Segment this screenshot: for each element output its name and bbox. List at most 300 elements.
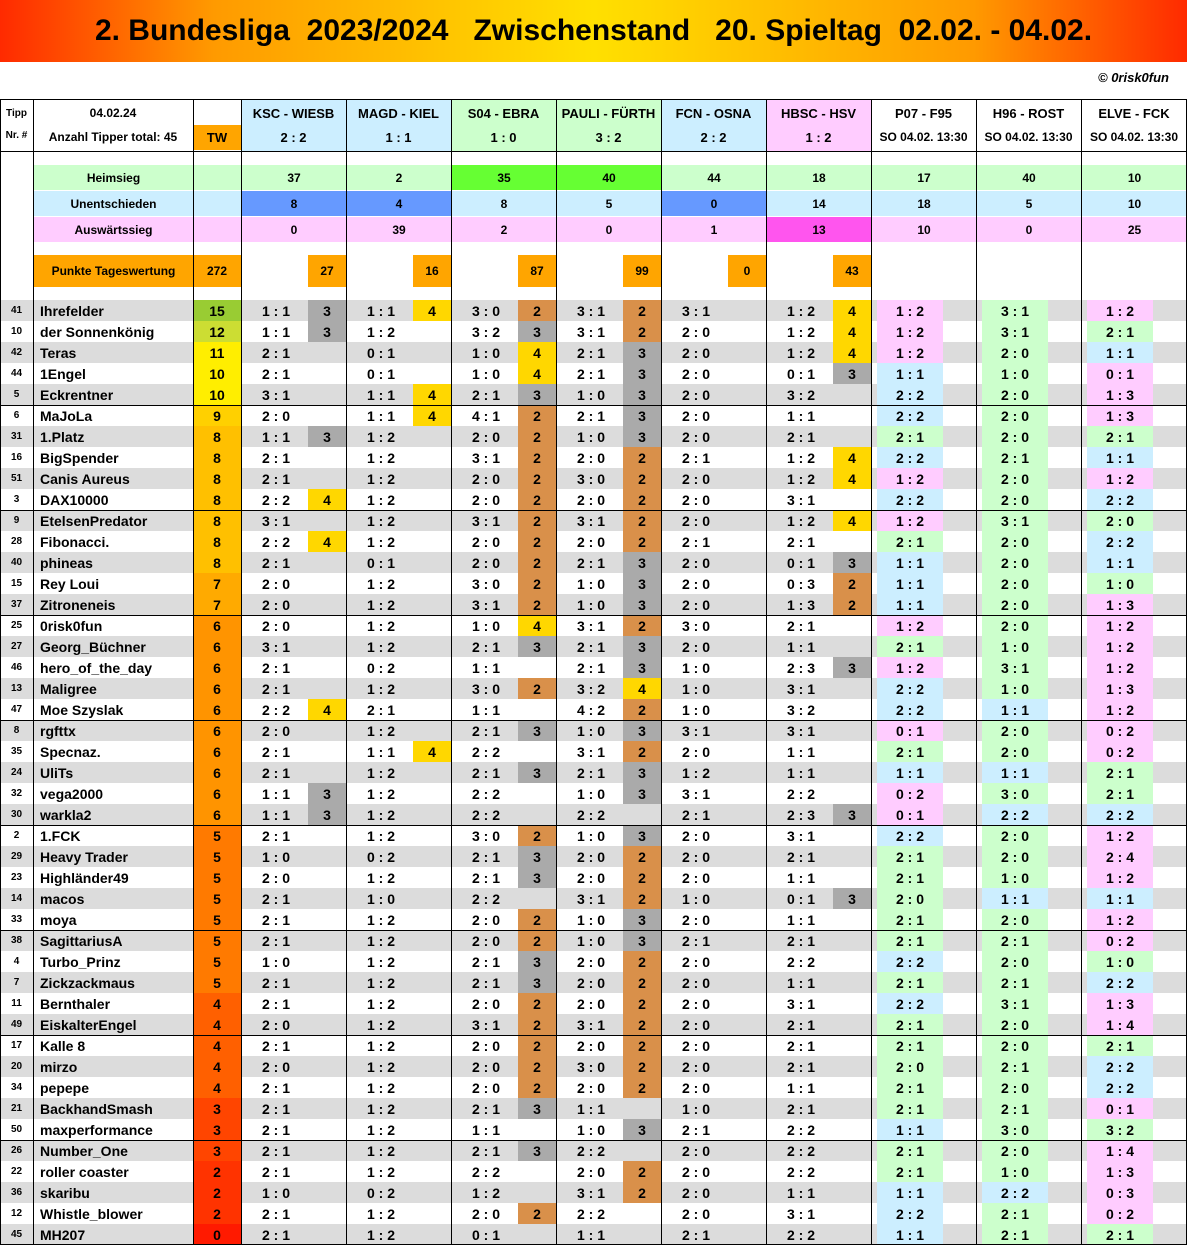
player-points: 3 bbox=[518, 384, 556, 405]
player-tip: 2 : 1 bbox=[261, 995, 290, 1012]
player-tip: 2 : 1 bbox=[576, 365, 605, 382]
player-nr: 33 bbox=[10, 914, 23, 925]
stat-value: 8 bbox=[242, 191, 346, 216]
player-tip: 2 : 1 bbox=[261, 827, 290, 844]
player-tip-open: 1 : 1 bbox=[877, 1224, 943, 1245]
player-tip: 2 : 2 bbox=[576, 806, 605, 823]
player-tip: 2 : 1 bbox=[261, 659, 290, 676]
player-tip-open: 2 : 2 bbox=[877, 699, 943, 720]
player-tw: 6 bbox=[193, 615, 241, 636]
player-tip: 3 : 1 bbox=[576, 743, 605, 760]
player-tip-open: 2 : 1 bbox=[982, 1098, 1048, 1119]
player-tip-open: 2 : 0 bbox=[877, 1056, 943, 1077]
player-tip-open: 1 : 2 bbox=[877, 615, 943, 636]
player-name: UliTs bbox=[40, 764, 74, 781]
player-tip: 1 : 1 bbox=[261, 302, 290, 319]
player-name: 1.Platz bbox=[40, 428, 85, 445]
grid-line bbox=[346, 99, 347, 1245]
grid-line bbox=[661, 99, 662, 1245]
player-points: 3 bbox=[518, 720, 556, 741]
player-tip: 1 : 2 bbox=[366, 974, 395, 991]
player-tw: 10 bbox=[193, 363, 241, 384]
player-tip: 1 : 1 bbox=[261, 428, 290, 445]
player-name: macos bbox=[40, 890, 85, 907]
player-name: Heavy Trader bbox=[40, 848, 128, 865]
player-nr: 5 bbox=[13, 389, 20, 400]
player-points: 3 bbox=[623, 573, 661, 594]
player-points: 4 bbox=[413, 741, 451, 762]
player-nr: 31 bbox=[10, 431, 23, 442]
player-points: 4 bbox=[308, 531, 346, 552]
player-tip: 2 : 0 bbox=[576, 995, 605, 1012]
player-tip: 2 : 1 bbox=[471, 638, 500, 655]
player-points: 4 bbox=[413, 384, 451, 405]
player-tip: 1 : 2 bbox=[366, 806, 395, 823]
player-name: Whistle_blower bbox=[40, 1205, 143, 1222]
grid-line bbox=[0, 99, 1187, 100]
player-tip-open: 2 : 0 bbox=[982, 426, 1048, 447]
player-tip-open: 1 : 3 bbox=[1087, 405, 1153, 426]
player-tip: 2 : 1 bbox=[261, 449, 290, 466]
player-tip: 2 : 0 bbox=[576, 1037, 605, 1054]
player-tw: 6 bbox=[193, 720, 241, 741]
player-tip: 2 : 0 bbox=[681, 869, 710, 886]
match-points: 27 bbox=[308, 255, 346, 287]
player-tip-open: 3 : 0 bbox=[982, 783, 1048, 804]
player-tip-open: 2 : 1 bbox=[877, 1161, 943, 1182]
player-points: 4 bbox=[833, 300, 871, 321]
player-points: 2 bbox=[518, 300, 556, 321]
player-nr: 16 bbox=[10, 452, 23, 463]
player-nr: 6 bbox=[13, 410, 20, 421]
player-points: 2 bbox=[623, 1014, 661, 1035]
player-name: roller coaster bbox=[40, 1163, 129, 1180]
player-tip: 0 : 1 bbox=[786, 554, 815, 571]
player-nr: 46 bbox=[10, 662, 23, 673]
player-nr: 44 bbox=[10, 368, 23, 379]
stat-value: 10 bbox=[917, 222, 931, 237]
player-points: 3 bbox=[518, 951, 556, 972]
player-name: Rey Loui bbox=[40, 575, 100, 592]
player-tip: 2 : 0 bbox=[681, 512, 710, 529]
player-points: 3 bbox=[833, 804, 871, 825]
player-tip: 1 : 2 bbox=[366, 722, 395, 739]
player-tip: 3 : 1 bbox=[681, 722, 710, 739]
player-tip-open: 2 : 1 bbox=[1087, 321, 1153, 342]
player-tip-open: 1 : 3 bbox=[1087, 678, 1153, 699]
player-tw: 5 bbox=[193, 930, 241, 951]
player-tip: 2 : 0 bbox=[681, 386, 710, 403]
player-tip: 2 : 1 bbox=[471, 386, 500, 403]
player-tip-open: 2 : 1 bbox=[982, 972, 1048, 993]
player-points: 2 bbox=[518, 447, 556, 468]
player-tip-open: 1 : 0 bbox=[1087, 573, 1153, 594]
player-tip-open: 1 : 1 bbox=[877, 762, 943, 783]
player-tip-open: 1 : 2 bbox=[877, 657, 943, 678]
player-tip: 3 : 1 bbox=[786, 491, 815, 508]
player-points: 3 bbox=[623, 594, 661, 615]
player-nr: 13 bbox=[10, 683, 23, 694]
player-tip: 1 : 0 bbox=[576, 596, 605, 613]
player-name: SagittariusA bbox=[40, 932, 123, 949]
player-tip: 2 : 1 bbox=[576, 407, 605, 424]
player-tip: 2 : 1 bbox=[261, 470, 290, 487]
player-tip-open: 2 : 0 bbox=[982, 825, 1048, 846]
player-tip-open: 1 : 0 bbox=[982, 636, 1048, 657]
player-tip: 2 : 1 bbox=[261, 680, 290, 697]
player-tip-open: 1 : 2 bbox=[1087, 909, 1153, 930]
stat-value: 1 bbox=[710, 222, 718, 237]
player-tip: 3 : 0 bbox=[576, 1058, 605, 1075]
player-tip: 2 : 0 bbox=[681, 953, 710, 970]
player-tip: 1 : 1 bbox=[786, 764, 815, 781]
player-nr: 38 bbox=[10, 935, 23, 946]
player-points: 3 bbox=[623, 825, 661, 846]
player-tip-open: 2 : 2 bbox=[877, 447, 943, 468]
player-tip: 2 : 0 bbox=[471, 533, 500, 550]
player-tip-open: 2 : 1 bbox=[877, 846, 943, 867]
player-tip: 1 : 2 bbox=[366, 1016, 395, 1033]
player-nr: 3 bbox=[13, 494, 20, 505]
player-points: 2 bbox=[518, 573, 556, 594]
stat-value: 5 bbox=[605, 196, 613, 211]
player-name: 1.FCK bbox=[40, 827, 81, 844]
grid-line bbox=[0, 720, 1187, 721]
player-points: 4 bbox=[518, 615, 556, 636]
player-tip: 1 : 1 bbox=[786, 407, 815, 424]
player-tip-open: 1 : 4 bbox=[1087, 1014, 1153, 1035]
player-points: 2 bbox=[518, 1077, 556, 1098]
player-name: Teras bbox=[40, 344, 77, 361]
stat-value: 0 bbox=[290, 222, 298, 237]
date: 04.02.24 bbox=[89, 106, 137, 120]
player-tip-open: 0 : 2 bbox=[1087, 930, 1153, 951]
player-tip: 3 : 1 bbox=[576, 323, 605, 340]
match-result: 3 : 2 bbox=[595, 129, 622, 145]
player-tip-open: 1 : 0 bbox=[982, 678, 1048, 699]
player-points: 3 bbox=[518, 846, 556, 867]
player-tip: 1 : 2 bbox=[786, 323, 815, 340]
player-tip: 3 : 2 bbox=[576, 680, 605, 697]
player-tip: 2 : 3 bbox=[786, 806, 815, 823]
grid-line bbox=[0, 99, 1, 1245]
player-points: 3 bbox=[623, 552, 661, 573]
stat-label-unent: Unentschieden bbox=[70, 196, 157, 211]
tipp-label: Tipp bbox=[6, 107, 27, 119]
player-tip: 2 : 0 bbox=[681, 848, 710, 865]
player-points: 2 bbox=[518, 552, 556, 573]
player-tip: 2 : 1 bbox=[471, 1142, 500, 1159]
player-name: DAX10000 bbox=[40, 491, 109, 508]
player-tip-open: 1 : 2 bbox=[1087, 867, 1153, 888]
player-tip-open: 2 : 0 bbox=[982, 384, 1048, 405]
player-tip: 1 : 0 bbox=[576, 932, 605, 949]
player-tip-open: 1 : 1 bbox=[982, 699, 1048, 720]
stat-value: 18 bbox=[917, 196, 931, 211]
player-points: 2 bbox=[623, 993, 661, 1014]
player-tip: 2 : 0 bbox=[681, 1184, 710, 1201]
player-tip: 3 : 1 bbox=[786, 827, 815, 844]
player-tip: 2 : 0 bbox=[576, 491, 605, 508]
player-tip: 2 : 0 bbox=[576, 869, 605, 886]
player-nr: 12 bbox=[10, 1208, 23, 1219]
player-tip-open: 2 : 0 bbox=[982, 1077, 1048, 1098]
player-points: 2 bbox=[623, 300, 661, 321]
match-result: 2 : 2 bbox=[700, 129, 727, 145]
player-tip: 1 : 2 bbox=[366, 491, 395, 508]
player-points: 3 bbox=[833, 552, 871, 573]
player-points: 3 bbox=[623, 636, 661, 657]
player-tip-open: 2 : 1 bbox=[877, 972, 943, 993]
player-tip: 2 : 0 bbox=[261, 617, 290, 634]
player-tip: 1 : 2 bbox=[786, 512, 815, 529]
player-tw: 6 bbox=[193, 636, 241, 657]
player-tip-open: 0 : 2 bbox=[1087, 741, 1153, 762]
match-name: FCN - OSNA bbox=[675, 105, 752, 121]
player-nr: 14 bbox=[10, 893, 23, 904]
player-tip: 2 : 2 bbox=[471, 785, 500, 802]
player-tw: 11 bbox=[193, 342, 241, 363]
player-tip: 2 : 2 bbox=[786, 1121, 815, 1138]
player-points: 3 bbox=[623, 762, 661, 783]
stat-label-punkte: Punkte Tageswertung bbox=[34, 255, 193, 287]
player-tip: 1 : 0 bbox=[576, 575, 605, 592]
player-tip-open: 0 : 1 bbox=[877, 720, 943, 741]
player-points: 3 bbox=[623, 657, 661, 678]
player-name: Turbo_Prinz bbox=[40, 953, 121, 970]
player-tw: 4 bbox=[193, 1014, 241, 1035]
player-tip: 2 : 0 bbox=[576, 848, 605, 865]
player-points: 3 bbox=[623, 426, 661, 447]
player-tip-open: 2 : 1 bbox=[1087, 1035, 1153, 1056]
player-tip: 1 : 0 bbox=[681, 680, 710, 697]
player-tip-open: 2 : 2 bbox=[1087, 804, 1153, 825]
player-tip: 2 : 0 bbox=[471, 554, 500, 571]
player-nr: 28 bbox=[10, 536, 23, 547]
player-tip: 3 : 1 bbox=[261, 638, 290, 655]
player-tw: 5 bbox=[193, 846, 241, 867]
player-tip: 2 : 2 bbox=[576, 1205, 605, 1222]
player-tip: 1 : 2 bbox=[366, 449, 395, 466]
player-tip: 2 : 0 bbox=[681, 491, 710, 508]
player-points: 2 bbox=[623, 846, 661, 867]
player-points: 3 bbox=[833, 657, 871, 678]
player-tip: 1 : 2 bbox=[366, 1058, 395, 1075]
stat-value: 44 bbox=[707, 170, 721, 185]
player-tip-open: 2 : 0 bbox=[982, 552, 1048, 573]
standings-table bbox=[0, 99, 1187, 1247]
player-tip: 1 : 2 bbox=[366, 1142, 395, 1159]
page-title: 2. Bundesliga 2023/2024 Zwischenstand 20. Spieltag 02.02. - 04.02. bbox=[0, 0, 1187, 62]
player-tip: 1 : 2 bbox=[786, 449, 815, 466]
player-name: Moe Szyslak bbox=[40, 701, 124, 718]
stat-value: 17 bbox=[917, 170, 931, 185]
player-points: 2 bbox=[623, 699, 661, 720]
player-tip: 1 : 2 bbox=[366, 323, 395, 340]
player-tip: 2 : 0 bbox=[471, 470, 500, 487]
player-tip-open: 2 : 1 bbox=[877, 930, 943, 951]
player-tip-open: 2 : 1 bbox=[1087, 762, 1153, 783]
player-points: 3 bbox=[833, 363, 871, 384]
player-points: 2 bbox=[623, 1035, 661, 1056]
player-tip-open: 2 : 0 bbox=[877, 888, 943, 909]
player-nr: 47 bbox=[10, 704, 23, 715]
player-points: 4 bbox=[413, 300, 451, 321]
player-tip: 3 : 0 bbox=[471, 302, 500, 319]
player-tip: 0 : 2 bbox=[366, 1184, 395, 1201]
player-tw: 5 bbox=[193, 888, 241, 909]
player-nr: 22 bbox=[10, 1166, 23, 1177]
stat-value: 4 bbox=[347, 191, 451, 216]
player-tip: 2 : 1 bbox=[681, 1226, 710, 1243]
player-tip-open: 2 : 2 bbox=[877, 951, 943, 972]
stat-label-heim: Heimsieg bbox=[86, 170, 141, 185]
player-tip: 2 : 2 bbox=[471, 806, 500, 823]
player-points: 2 bbox=[623, 1182, 661, 1203]
player-tip-open: 2 : 0 bbox=[982, 594, 1048, 615]
player-points: 4 bbox=[833, 510, 871, 531]
match-result: 1 : 1 bbox=[385, 129, 412, 145]
player-tip-open: 1 : 1 bbox=[1087, 342, 1153, 363]
player-points: 2 bbox=[518, 930, 556, 951]
player-tip: 2 : 0 bbox=[261, 407, 290, 424]
player-tip-open: 3 : 1 bbox=[982, 510, 1048, 531]
player-tip: 2 : 0 bbox=[681, 743, 710, 760]
player-points: 2 bbox=[623, 468, 661, 489]
grid-line bbox=[0, 615, 1187, 616]
player-tip: 2 : 1 bbox=[681, 533, 710, 550]
player-tip-open: 2 : 1 bbox=[877, 636, 943, 657]
player-tip: 2 : 1 bbox=[261, 1100, 290, 1117]
player-tip: 0 : 3 bbox=[786, 575, 815, 592]
player-points: 3 bbox=[623, 783, 661, 804]
stat-label-ausw: Auswärtssieg bbox=[74, 222, 153, 237]
player-tip: 3 : 1 bbox=[576, 1016, 605, 1033]
player-tip: 1 : 0 bbox=[261, 1184, 290, 1201]
stat-value: 5 bbox=[1025, 196, 1033, 211]
player-tip: 1 : 2 bbox=[366, 470, 395, 487]
player-nr: 25 bbox=[10, 620, 23, 631]
player-points: 2 bbox=[623, 1161, 661, 1182]
grid-line bbox=[0, 825, 1187, 826]
player-name: vega2000 bbox=[40, 785, 104, 802]
match-points: 0 bbox=[728, 255, 766, 287]
player-name: phineas bbox=[40, 554, 93, 571]
player-tw: 4 bbox=[193, 993, 241, 1014]
player-tip: 2 : 1 bbox=[786, 1037, 815, 1054]
player-points: 3 bbox=[518, 636, 556, 657]
player-tip-open: 2 : 1 bbox=[982, 1224, 1048, 1245]
player-tip: 1 : 2 bbox=[366, 512, 395, 529]
match-points: 16 bbox=[413, 255, 451, 287]
player-tw: 6 bbox=[193, 678, 241, 699]
player-tip-open: 2 : 1 bbox=[877, 909, 943, 930]
player-name: Canis Aureus bbox=[40, 470, 130, 487]
player-tip-open: 2 : 4 bbox=[1087, 846, 1153, 867]
player-name: 0risk0fun bbox=[40, 617, 103, 634]
player-name: Zitroneneis bbox=[40, 596, 116, 613]
player-points: 3 bbox=[623, 342, 661, 363]
player-tip: 2 : 1 bbox=[261, 890, 290, 907]
match-name: P07 - F95 bbox=[894, 105, 953, 121]
player-tip: 3 : 1 bbox=[471, 1016, 500, 1033]
player-tip: 1 : 1 bbox=[471, 701, 500, 718]
player-tip-open: 1 : 1 bbox=[877, 552, 943, 573]
player-tip: 1 : 0 bbox=[576, 827, 605, 844]
player-tip: 1 : 2 bbox=[366, 932, 395, 949]
punkte-total: 272 bbox=[193, 255, 241, 287]
player-tip: 2 : 1 bbox=[786, 1016, 815, 1033]
player-tip-open: 3 : 1 bbox=[982, 321, 1048, 342]
player-tip: 2 : 0 bbox=[681, 365, 710, 382]
match-points: 99 bbox=[623, 255, 661, 287]
player-points: 4 bbox=[833, 447, 871, 468]
player-nr: 27 bbox=[10, 641, 23, 652]
player-tip: 2 : 0 bbox=[471, 491, 500, 508]
player-tip-open: 1 : 2 bbox=[877, 321, 943, 342]
player-tip: 3 : 0 bbox=[681, 617, 710, 634]
player-points: 3 bbox=[308, 426, 346, 447]
player-name: hero_of_the_day bbox=[40, 659, 153, 676]
player-tip: 1 : 0 bbox=[681, 1100, 710, 1117]
grid-line bbox=[193, 99, 194, 1245]
player-tip-open: 2 : 2 bbox=[1087, 1056, 1153, 1077]
player-tip: 2 : 1 bbox=[786, 848, 815, 865]
grid-line bbox=[1081, 99, 1082, 1245]
player-tip-open: 2 : 0 bbox=[982, 531, 1048, 552]
player-tip: 2 : 0 bbox=[681, 1163, 710, 1180]
grid-line bbox=[0, 1035, 1187, 1036]
player-tip: 3 : 1 bbox=[786, 995, 815, 1012]
player-tip-open: 2 : 2 bbox=[1087, 489, 1153, 510]
stat-value: 37 bbox=[287, 170, 301, 185]
player-tip: 1 : 0 bbox=[576, 785, 605, 802]
player-tip-open: 2 : 0 bbox=[982, 405, 1048, 426]
player-points: 2 bbox=[623, 531, 661, 552]
player-tip-open: 1 : 1 bbox=[1087, 552, 1153, 573]
match-name: PAULI - FÜRTH bbox=[561, 105, 656, 121]
player-tip: 1 : 2 bbox=[681, 764, 710, 781]
player-tip: 2 : 0 bbox=[261, 575, 290, 592]
player-tip: 1 : 1 bbox=[576, 1226, 605, 1243]
player-tip: 1 : 2 bbox=[366, 1079, 395, 1096]
player-nr: 7 bbox=[13, 977, 20, 988]
player-points: 3 bbox=[623, 384, 661, 405]
player-tw: 3 bbox=[193, 1119, 241, 1140]
player-tip: 2 : 0 bbox=[471, 1079, 500, 1096]
match-result: 2 : 2 bbox=[280, 129, 307, 145]
player-tip-open: 2 : 0 bbox=[982, 1014, 1048, 1035]
player-tip: 1 : 1 bbox=[366, 743, 395, 760]
player-tw: 2 bbox=[193, 1203, 241, 1224]
player-name: Zickzackmaus bbox=[40, 974, 135, 991]
player-points: 2 bbox=[518, 1014, 556, 1035]
player-tip: 2 : 0 bbox=[261, 869, 290, 886]
player-tip: 2 : 1 bbox=[261, 365, 290, 382]
grid-line bbox=[871, 99, 872, 1245]
player-tip: 3 : 2 bbox=[471, 323, 500, 340]
player-nr: 50 bbox=[10, 1124, 23, 1135]
player-tip: 4 : 2 bbox=[576, 701, 605, 718]
player-points: 2 bbox=[623, 867, 661, 888]
player-tip: 3 : 0 bbox=[471, 827, 500, 844]
player-tip: 3 : 1 bbox=[576, 302, 605, 319]
player-tip: 2 : 0 bbox=[471, 1058, 500, 1075]
player-points: 2 bbox=[518, 468, 556, 489]
player-tip-open: 1 : 3 bbox=[1087, 993, 1153, 1014]
player-tip: 1 : 1 bbox=[471, 1121, 500, 1138]
player-tip: 2 : 0 bbox=[681, 974, 710, 991]
